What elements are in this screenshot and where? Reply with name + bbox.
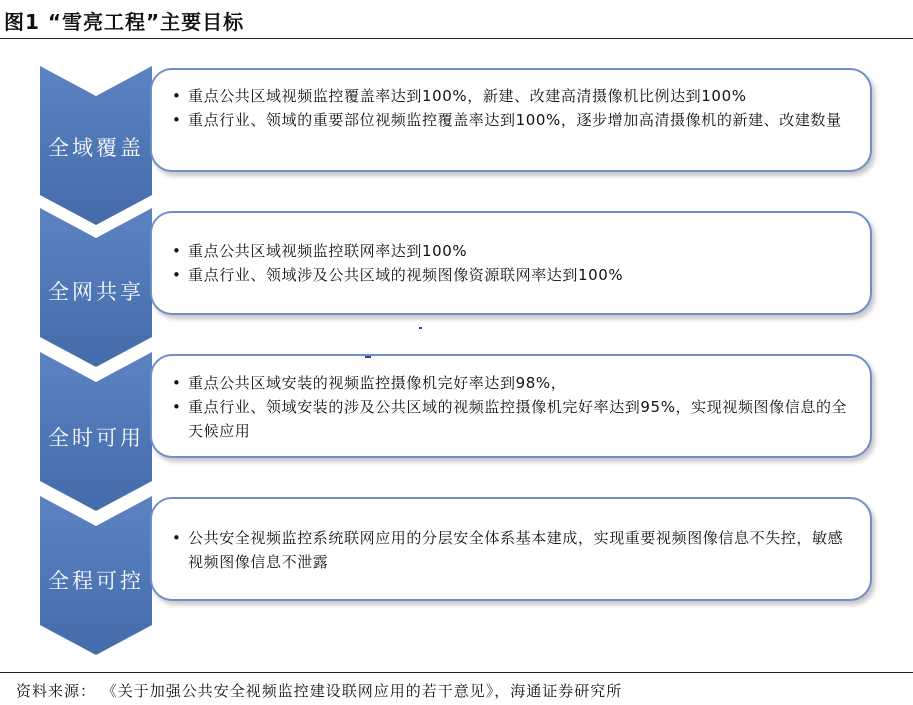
stage-label-3: 全时可用: [48, 426, 144, 450]
stage-box-1: [150, 68, 872, 172]
bullet-item: • 重点行业、领域的重要部位视频监控覆盖率达到100%，逐步增加高清摄像机的新建、改建数量: [172, 108, 852, 132]
bullet-item: • 重点公共区域视频监控联网率达到100%: [172, 239, 852, 263]
stage-label-2: 全网共享: [48, 280, 144, 304]
stage-label-4: 全程可控: [48, 569, 144, 593]
stray-mark: [365, 356, 371, 358]
bullet-item: • 重点行业、领域涉及公共区域的视频图像资源联网率达到100%: [172, 263, 852, 287]
stage-box-2: [150, 211, 872, 315]
stage-label-1: 全域覆盖: [48, 136, 144, 160]
bullet-item: • 重点公共区域安装的视频监控摄像机完好率达到98%，: [172, 371, 852, 395]
stage-box-4: [150, 497, 872, 601]
stray-mark: [419, 327, 422, 329]
figure-title: 图1 “雪亮工程”主要目标: [4, 10, 245, 34]
bullet-item: • 重点行业、领域安装的涉及公共区域的视频监控摄像机完好率达到95%，实现视频图像信息的全天候应用: [172, 395, 852, 443]
stage-box-3: [150, 354, 872, 458]
source-note: 资料来源： 《关于加强公共安全视频监控建设联网应用的若干意见》，海通证券研究所: [16, 682, 623, 700]
bottom-divider: [0, 672, 913, 673]
bullet-item: • 重点公共区域视频监控覆盖率达到100%，新建、改建高清摄像机比例达到100%: [172, 84, 852, 108]
bullet-item: • 公共安全视频监控系统联网应用的分层安全体系基本建成，实现重要视频图像信息不失控，敏感视频图像信息不泄露: [172, 526, 852, 574]
